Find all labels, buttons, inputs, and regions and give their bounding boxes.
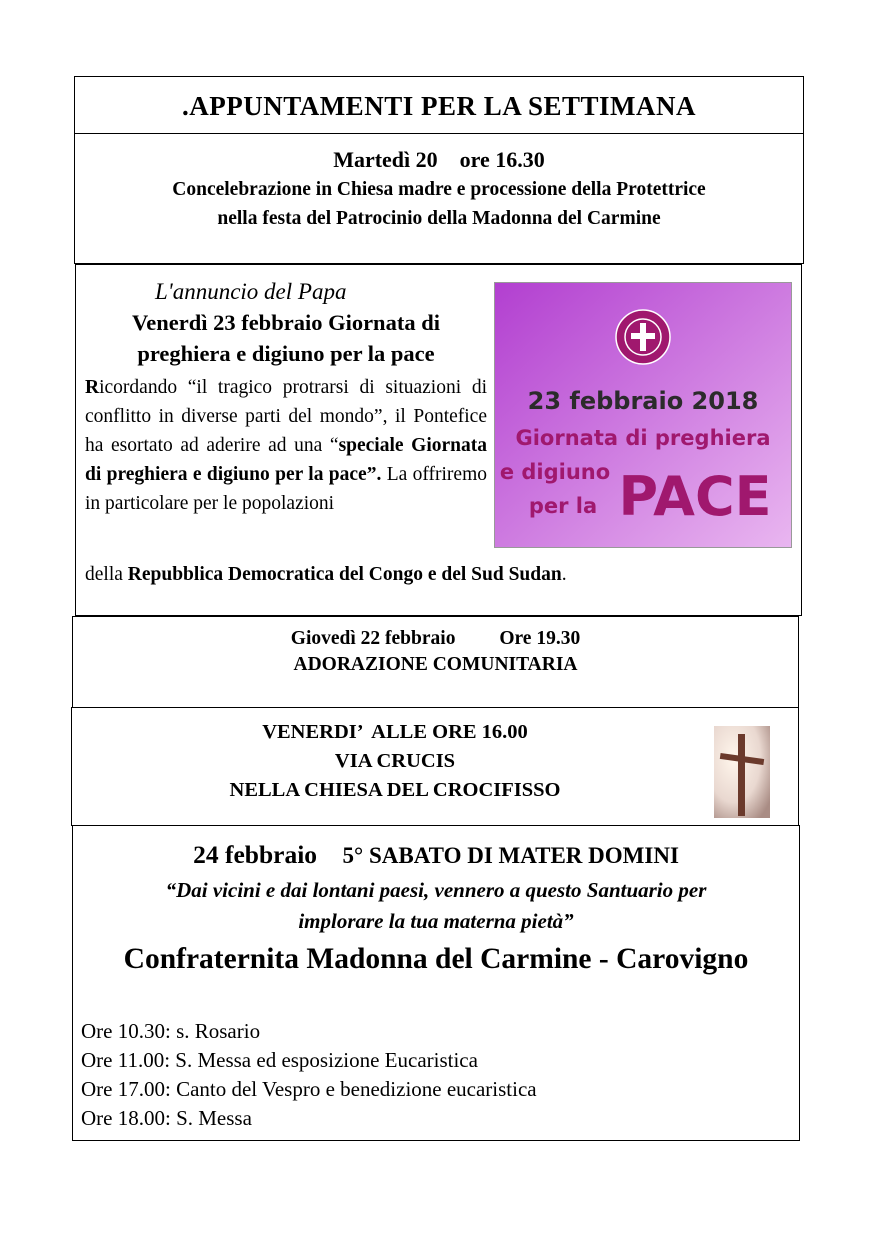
pace-date: 23 febbraio 2018: [527, 387, 759, 415]
papa-body-bold: speciale Giornata di preghiera e digiuno per la pace”.: [85, 435, 487, 485]
papal-emblem-icon: [616, 310, 670, 364]
tuesday-desc-2: nella festa del Patrocinio della Madonna del Carmine: [217, 208, 661, 229]
papa-body-tail: [85, 560, 567, 589]
thursday-day: Giovedì 22 febbraio: [290, 628, 456, 649]
pace-poster-image: [494, 282, 792, 548]
schedule-list: [73, 1017, 799, 1133]
tuesday-time: ore 16.30: [459, 147, 545, 172]
thursday-heading: [73, 626, 798, 652]
saturday-quote-1: “Dai vicini e dai lontani paesi, vennero a questo Santuario per: [165, 878, 707, 902]
papa-subtitle: L'annuncio del Papa: [155, 279, 347, 304]
thursday-event: [72, 616, 799, 708]
tuesday-desc-1: Concelebrazione in Chiesa madre e processione della Protettrice: [172, 179, 706, 200]
saturday-quote-2: implorare la tua materna pietà”: [298, 909, 574, 933]
papa-tail-a: della: [85, 564, 128, 585]
pace-line-1: Giornata di preghiera: [515, 426, 771, 450]
papa-heading-1: Venerdì 23 febbraio Giornata di: [132, 310, 440, 335]
pace-big-word: PACE: [618, 465, 772, 528]
papa-tail-b: .: [561, 564, 567, 585]
cross-icon: [714, 726, 770, 818]
schedule-item: Ore 17.00: Canto del Vespro e benedizione eucaristica: [81, 1077, 537, 1101]
schedule-item: Ore 10.30: s. Rosario: [81, 1019, 261, 1043]
saturday-date: 24 febbraio: [193, 840, 318, 869]
confraternita-name: Confraternita Madonna del Carmine - Carovigno: [123, 943, 749, 975]
thursday-time: Ore 19.30: [499, 628, 581, 649]
tuesday-event: [74, 133, 804, 264]
schedule-item: Ore 18.00: S. Messa: [81, 1106, 252, 1130]
papa-text-column: [85, 277, 487, 518]
friday-event: [71, 707, 799, 826]
papa-drop-letter: R: [85, 377, 100, 398]
tuesday-day: Martedì 20: [333, 147, 438, 172]
page-title: .APPUNTAMENTI PER LA SETTIMANA: [181, 91, 697, 121]
pace-line-2: e digiuno: [499, 460, 611, 484]
saturday-event: [72, 825, 800, 1141]
saturday-heading: [73, 839, 799, 872]
papa-body: [85, 373, 487, 518]
thursday-title: ADORAZIONE COMUNITARIA: [293, 654, 578, 675]
friday-line-1: VENERDI’ ALLE ORE 16.00: [262, 721, 528, 743]
header-box: [74, 76, 804, 134]
papa-heading-2: preghiera e digiuno per la pace: [137, 341, 435, 366]
papa-body-b: La offriremo in particolare per le popolazioni: [85, 464, 487, 514]
friday-text: [72, 718, 718, 805]
saturday-title: 5° SABATO DI MATER DOMINI: [342, 843, 679, 868]
schedule-item: Ore 11.00: S. Messa ed esposizione Eucaristica: [81, 1048, 478, 1072]
papa-body-a: icordando “il tragico protrarsi di situazioni di conflitto in diverse parti del mondo”, il Pontefice ha esortato ad aderire ad una “: [85, 377, 487, 456]
friday-line-3: NELLA CHIESA DEL CROCIFISSO: [229, 779, 561, 801]
papa-announcement: [75, 264, 802, 616]
tuesday-heading: [75, 145, 803, 175]
friday-line-2: VIA CRUCIS: [334, 750, 456, 772]
papa-tail-bold: Repubblica Democratica del Congo e del Sud Sudan: [127, 564, 562, 585]
pace-line-3: per la: [528, 494, 598, 518]
